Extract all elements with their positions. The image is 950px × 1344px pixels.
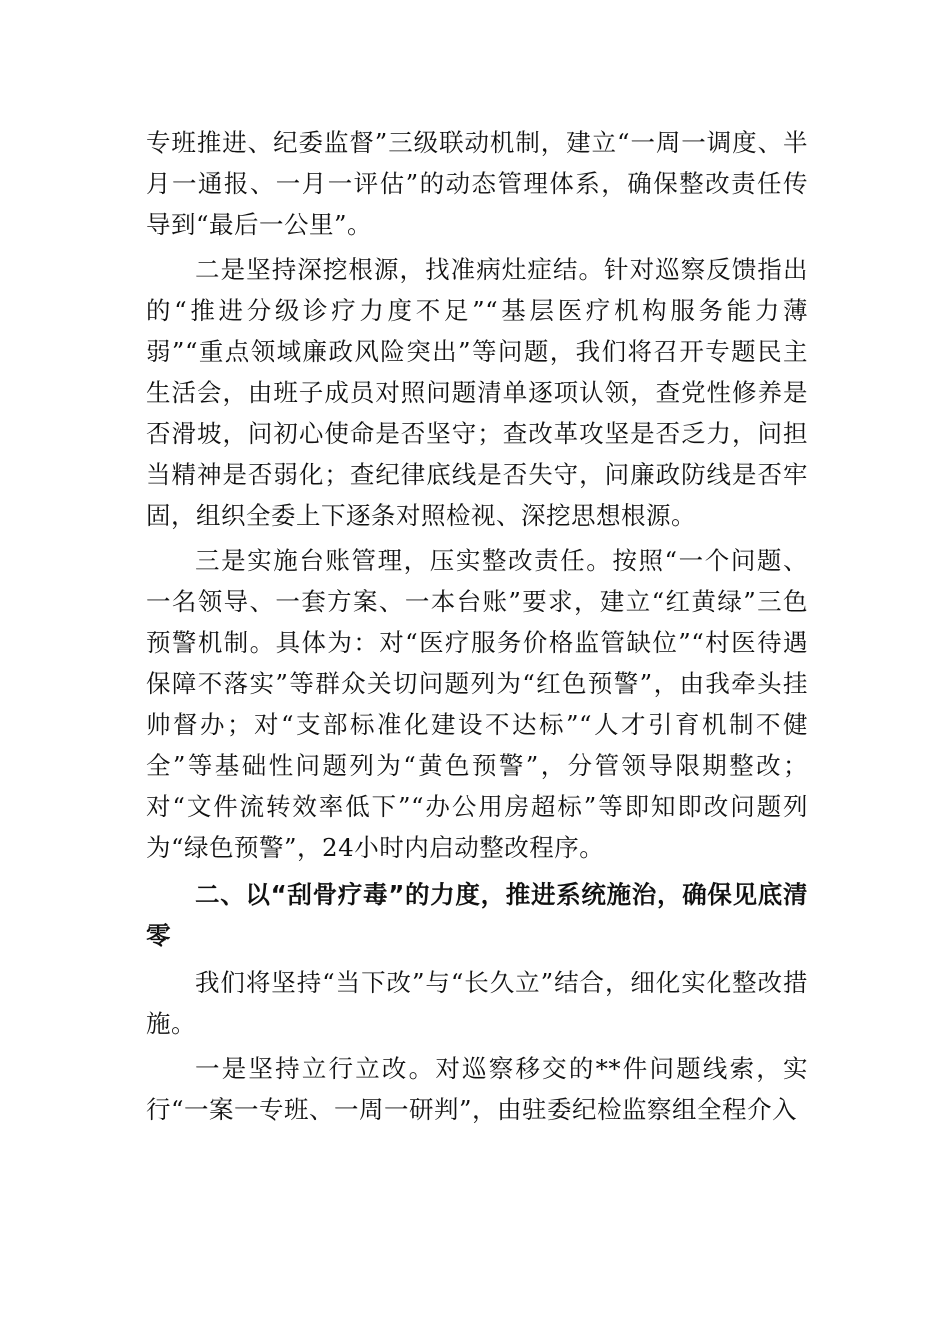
paragraph-ledger-management: 三是实施台账管理，压实整改责任。按照“一个问题、一名领导、一套方案、一本台账”要求，建立“红黄绿”三色预警机制。具体为：对“医疗服务价格监管缺位”“村医待遇保障不落实”等群众关切问题列为“红色预警”，由我牵头挂帅督办；对“支部标准化建设不达标”“人才引育机制不健全”等基础性问题列为“黄色预警”，分管领导限期整改；对“文件流转效率低下”“办公用房超标”等即知即改问题列为“绿色预警”，24小时内启动整改程序。 [146, 546, 808, 862]
paragraph-intro: 我们将坚持“当下改”与“长久立”结合，细化实化整改措施。 [146, 968, 808, 1038]
section-heading: 二、以“刮骨疗毒”的力度，推进系统施治，确保见底清零 [146, 880, 808, 950]
document-body [146, 122, 808, 1130]
paragraph-continuation: 专班推进、纪委监督”三级联动机制，建立“一周一调度、半月一通报、一月一评估”的动态管理体系，确保整改责任传导到“最后一公里”。 [146, 128, 808, 239]
paragraph-immediate-rectification: 一是坚持立行立改。对巡察移交的**件问题线索，实行“一案一专班、一周一研判”，由驻委纪检监察组全程介入 [146, 1054, 808, 1124]
paragraph-root-cause: 二是坚持深挖根源，找准病灶症结。针对巡察反馈指出的“推进分级诊疗力度不足”“基层医疗机构服务能力薄弱”“重点领域廉政风险突出”等问题，我们将召开专题民主生活会，由班子成员对照问题清单逐项认领，查党性修养是否滑坡，问初心使命是否坚守；查改革攻坚是否乏力，问担当精神是否弱化；查纪律底线是否失守，问廉政防线是否牢固，组织全委上下逐条对照检视、深挖思想根源。 [146, 255, 808, 530]
